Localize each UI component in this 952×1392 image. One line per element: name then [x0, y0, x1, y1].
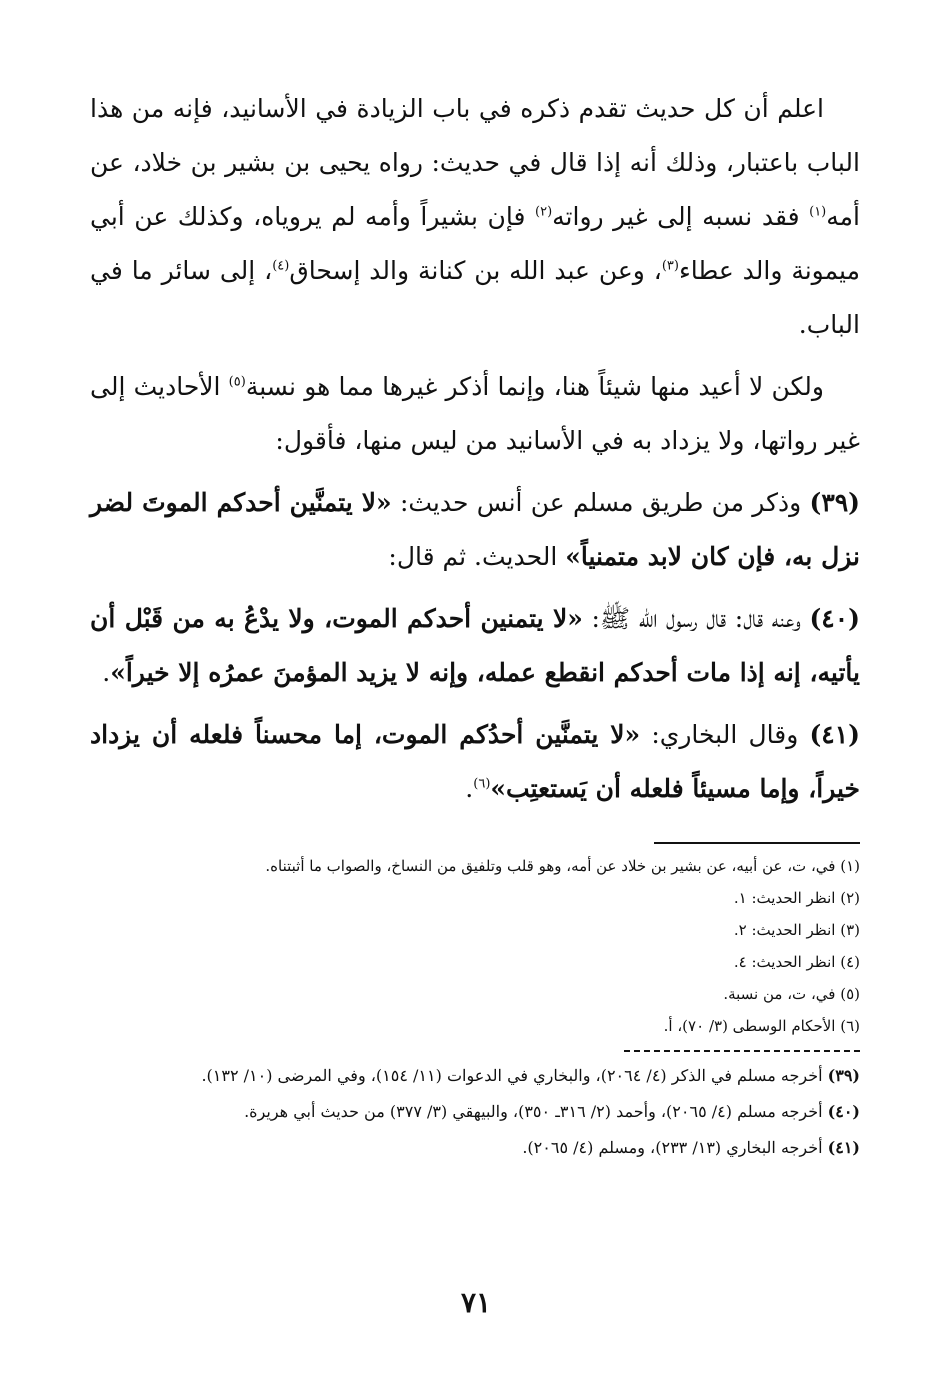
text-span: فقد نسبه إلى غير رواته [552, 202, 810, 231]
text-span: ولكن لا أعيد منها شيئاً هنا، وإنما أذكر غيرها مما هو نسبة [245, 372, 824, 401]
text-span: وقال البخاري: [640, 720, 810, 749]
footnote-ref-6: (٦) [473, 776, 491, 792]
hadith-number: (٣٩) [809, 488, 861, 517]
takhrij-separator [624, 1050, 860, 1052]
takhrij-39 [90, 1058, 860, 1094]
takhrij-40 [90, 1094, 860, 1130]
text-span: وذكر من طريق مسلم عن أنس حديث: [391, 488, 810, 517]
hadith-39 [90, 476, 860, 584]
footnote-ref-5: (٥) [228, 374, 246, 390]
paragraph-transition [90, 360, 860, 468]
footnote-1: (١) في، ت، عن أبيه، عن بشير بن خلاد عن أمه، وهو قلب وتلفيق من النساخ، والصواب ما أثبتناه. [265, 857, 860, 875]
hadith-40 [90, 592, 860, 700]
footnote-ref-4: (٤) [272, 258, 290, 274]
hadith-number: (٤٠) [809, 604, 860, 633]
footnote-6: (٦) الأحكام الوسطى (٣/ ٧٠)، أ. [663, 1017, 860, 1035]
hadith-quote: «لا يتمنين أحدكم الموت، ولا يدْعُ به من قَبْل أن يأتيه، إنه إذا مات أحدكم انقطع عمله، وإنه لا يزيد المؤمنَ عمرُه إلا خيراً» [90, 604, 860, 687]
footnote-ref-2: (٢) [535, 204, 553, 220]
hadith-quote: «لا يتمنَّين أحدُكم الموت، إما محسناً فلعله أن يزداد خيراً، وإما مسيئاً فلعله أن يَستعتِب» [90, 720, 860, 803]
footnote-ref-3: (٣) [661, 258, 679, 274]
hadith-41 [90, 708, 860, 816]
page-number: ٧١ [460, 1286, 492, 1319]
footnote-ref-1: (١) [809, 204, 827, 220]
footnotes [90, 850, 860, 1042]
text-span: الأحاديث إلى غير رواتها، ولا يزداد به في الأسانيد من ليس منها، فأقول: [90, 372, 860, 455]
takhrij-text: أخرجه مسلم (٤/ ٢٠٦٥)، وأحمد (٢/ ٣١٦ـ ٣٥٠)، والبيهقي (٣/ ٣٧٧) من حديث أبي هريرة. [244, 1102, 828, 1121]
text-span: اعلم أن كل حديث تقدم ذكره في باب الزيادة في الأسانيد، فإنه من هذا الباب باعتبار، وذلك أنه إذا قال في حديث: رواه يحيى بن بشير بن خلاد، عن أمه [90, 94, 860, 231]
text-span: فإن بشيراً وأمه لم يروياه، وكذلك عن أبي ميمونة والد عطاء [90, 202, 860, 285]
footnote-2: (٢) انظر الحديث: ١. [733, 889, 860, 907]
text-span: الحديث. ثم قال: [388, 542, 566, 571]
takhrij-text: أخرجه البخاري (١٣/ ٢٣٣)، ومسلم (٤/ ٢٠٦٥). [522, 1138, 828, 1157]
text-span: وعنه قال: قال رسول الله ﷺ: [582, 604, 810, 633]
text-span: . [102, 658, 111, 687]
footnote-3: (٣) انظر الحديث: ٢. [733, 921, 860, 939]
takhrij-text: أخرجه مسلم في الذكر (٤/ ٢٠٦٤)، والبخاري في الدعوات (١١/ ١٥٤)، وفي المرضى (١٠/ ١٣٢). [201, 1066, 828, 1085]
takhrij-number: (٤٠) [827, 1102, 860, 1121]
takhrij-number: (٣٩) [827, 1066, 860, 1085]
takhrij-notes [90, 1058, 860, 1166]
text-span: ، وعن عبد الله بن كنانة والد إسحاق [289, 256, 662, 285]
text-span: ، إلى سائر ما في الباب. [90, 256, 860, 339]
main-text [90, 82, 860, 824]
paragraph-intro [90, 82, 860, 352]
footnote-separator [654, 842, 860, 844]
hadith-quote: «لا يتمنَّين أحدكم الموتَ لضر نزل به، فإن كان لابد متمنياً» [90, 488, 860, 571]
hadith-number: (٤١) [809, 720, 860, 749]
text-span: . [465, 774, 474, 803]
footnote-4: (٤) انظر الحديث: ٤. [733, 953, 860, 971]
footnote-5: (٥) في، ت، من نسبة. [723, 985, 860, 1003]
takhrij-number: (٤١) [827, 1138, 860, 1157]
takhrij-41 [90, 1130, 860, 1166]
